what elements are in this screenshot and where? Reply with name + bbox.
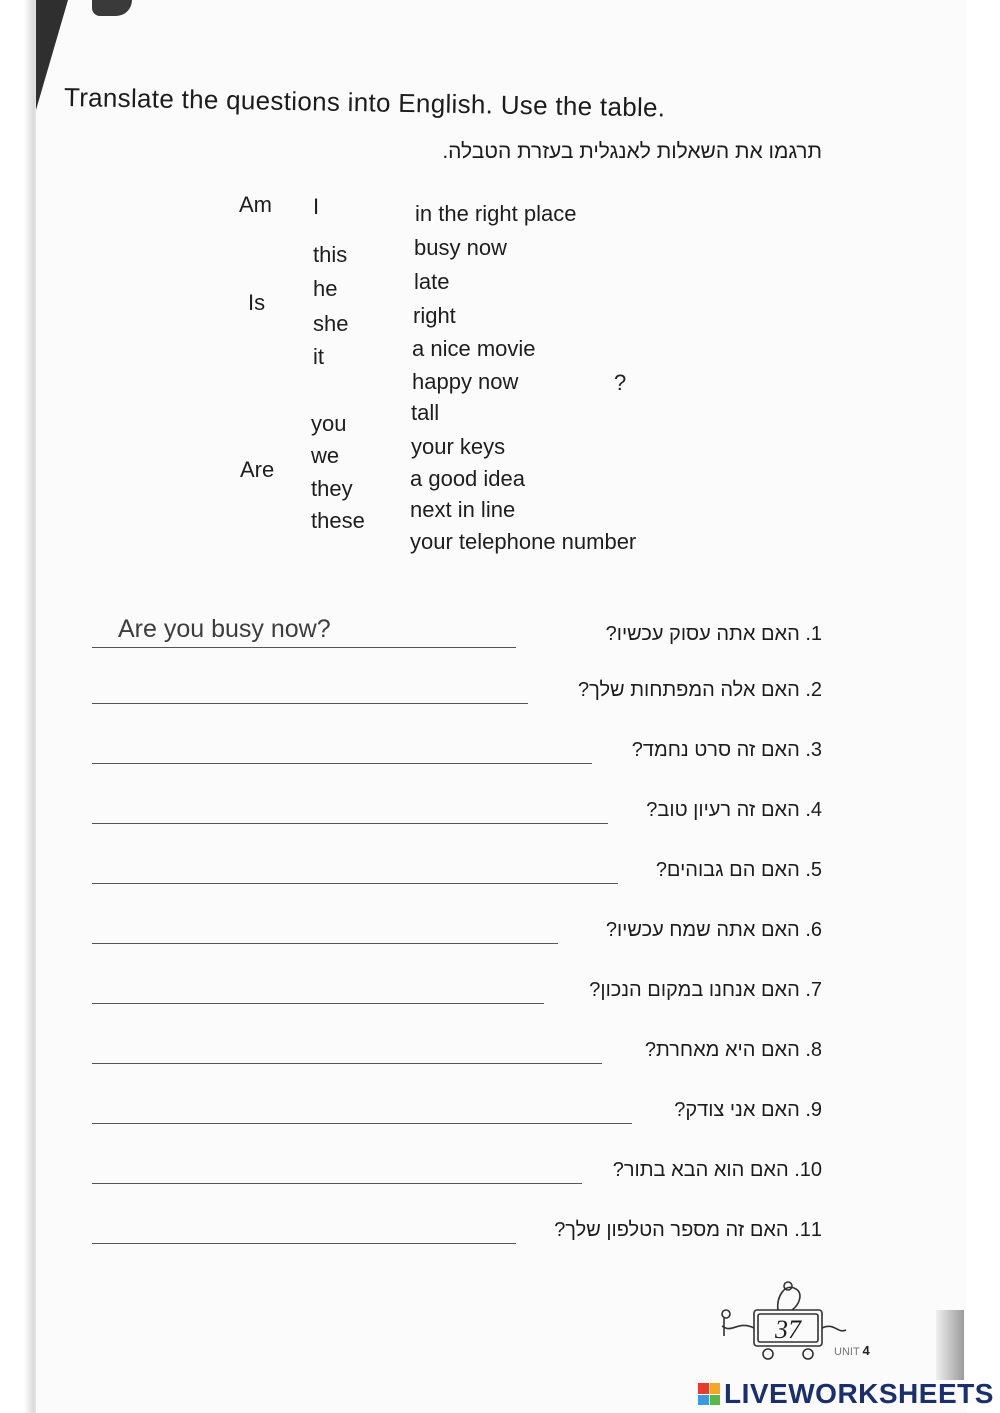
liveworksheets-brand — [698, 1378, 994, 1410]
subject-this: this — [313, 242, 348, 267]
question-row-11 — [92, 1208, 822, 1248]
subject-he: he — [313, 276, 338, 301]
question-hebrew: האם אנחנו במקום הנכון? — [589, 979, 800, 1001]
liveworksheets-logo-icon — [698, 1383, 720, 1405]
subject-we: we — [311, 443, 340, 468]
question-row-3 — [92, 728, 822, 768]
question-row-4 — [92, 788, 822, 828]
subject-you: you — [311, 411, 347, 436]
question-hebrew: האם אתה עסוק עכשיו? — [605, 623, 800, 645]
page-number-badge — [718, 1274, 850, 1366]
question-number: 5. — [805, 859, 822, 881]
question-text — [674, 1099, 822, 1122]
unit-text: UNIT — [834, 1346, 860, 1358]
subject-she: she — [313, 311, 349, 336]
subject-they: they — [311, 476, 353, 501]
question-row-1 — [92, 612, 822, 652]
question-hebrew: האם זה מספר הטלפון שלך? — [554, 1219, 789, 1241]
brand-name: LIVEWORKSHEETS — [724, 1378, 994, 1409]
question-text — [606, 623, 822, 646]
subject-it: it — [313, 344, 324, 369]
question-number: 9. — [805, 1099, 822, 1121]
answer-line[interactable] — [92, 1123, 632, 1124]
answer-line[interactable] — [92, 823, 608, 824]
question-number: 7. — [805, 979, 822, 1001]
question-hebrew: האם הוא הבא בתור? — [612, 1159, 789, 1181]
unit-label — [834, 1343, 870, 1358]
answer-line[interactable] — [92, 647, 516, 648]
question-text — [578, 679, 822, 702]
question-text — [645, 1039, 822, 1062]
question-text — [632, 739, 822, 762]
complement: busy now — [414, 235, 507, 260]
instruction-title: Translate the questions into English. Use the table. — [63, 82, 666, 123]
answer-line[interactable] — [92, 1243, 516, 1244]
question-row-10 — [92, 1148, 822, 1188]
question-hebrew: האם זה סרט נחמד? — [631, 739, 800, 761]
question-text — [656, 859, 822, 882]
question-hebrew: האם אלה המפתחות שלך? — [578, 679, 800, 701]
question-number: 11. — [794, 1219, 822, 1241]
scan-edge-shadow — [936, 1310, 964, 1380]
complement: tall — [411, 400, 440, 425]
question-text — [589, 979, 822, 1002]
complement: your telephone number — [410, 529, 637, 554]
question-hebrew: האם היא מאחרת? — [644, 1039, 800, 1061]
question-row-8 — [92, 1028, 822, 1068]
complement: next in line — [410, 497, 516, 522]
question-text — [613, 1159, 822, 1182]
question-row-5 — [92, 848, 822, 888]
complement: right — [413, 303, 456, 328]
question-number: 4. — [805, 799, 822, 821]
question-row-6 — [92, 908, 822, 948]
question-text — [646, 799, 822, 822]
answer-line[interactable] — [92, 943, 558, 944]
question-hebrew: האם זה רעיון טוב? — [646, 799, 800, 821]
question-hebrew: האם אתה שמח עכשיו? — [605, 919, 800, 941]
answer-line[interactable] — [92, 1003, 544, 1004]
complement: late — [414, 269, 450, 294]
question-number: 6. — [805, 919, 822, 941]
verb-am: Am — [239, 192, 272, 217]
page-number: 37 — [775, 1315, 801, 1344]
question-row-7 — [92, 968, 822, 1008]
question-number: 3. — [805, 739, 822, 761]
unit-number: 4 — [862, 1343, 870, 1358]
question-number: 10. — [794, 1159, 822, 1181]
answer-line[interactable] — [92, 703, 528, 704]
page-left-margin — [0, 0, 36, 1413]
verb-are: Are — [240, 457, 275, 482]
question-text — [606, 919, 822, 942]
answer-line[interactable] — [92, 1183, 582, 1184]
answer-line[interactable] — [92, 1063, 602, 1064]
question-number: 1. — [805, 623, 822, 645]
question-row-2 — [92, 668, 822, 708]
question-number: 2. — [805, 679, 822, 701]
answer-line[interactable] — [92, 763, 592, 764]
instruction-title-hebrew: תרגמו את השאלות לאנגלית בעזרת הטבלה. — [442, 140, 822, 163]
question-row-9 — [92, 1088, 822, 1128]
question-text — [554, 1219, 822, 1242]
complement: a good idea — [410, 466, 525, 491]
question-hebrew: האם הם גבוהים? — [655, 859, 800, 881]
question-hebrew: האם אני צודק? — [674, 1099, 800, 1121]
subject-i: I — [313, 194, 320, 219]
answer-line[interactable] — [92, 883, 618, 884]
table-question-mark: ? — [614, 370, 627, 395]
complement: happy now — [412, 369, 519, 394]
complement: a nice movie — [412, 336, 536, 361]
question-number: 8. — [805, 1039, 822, 1061]
verb-is: Is — [248, 290, 266, 315]
complement: your keys — [411, 434, 506, 459]
answer-text[interactable]: Are you busy now? — [118, 615, 331, 643]
complement: in the right place — [415, 201, 577, 226]
subject-these: these — [311, 508, 365, 533]
